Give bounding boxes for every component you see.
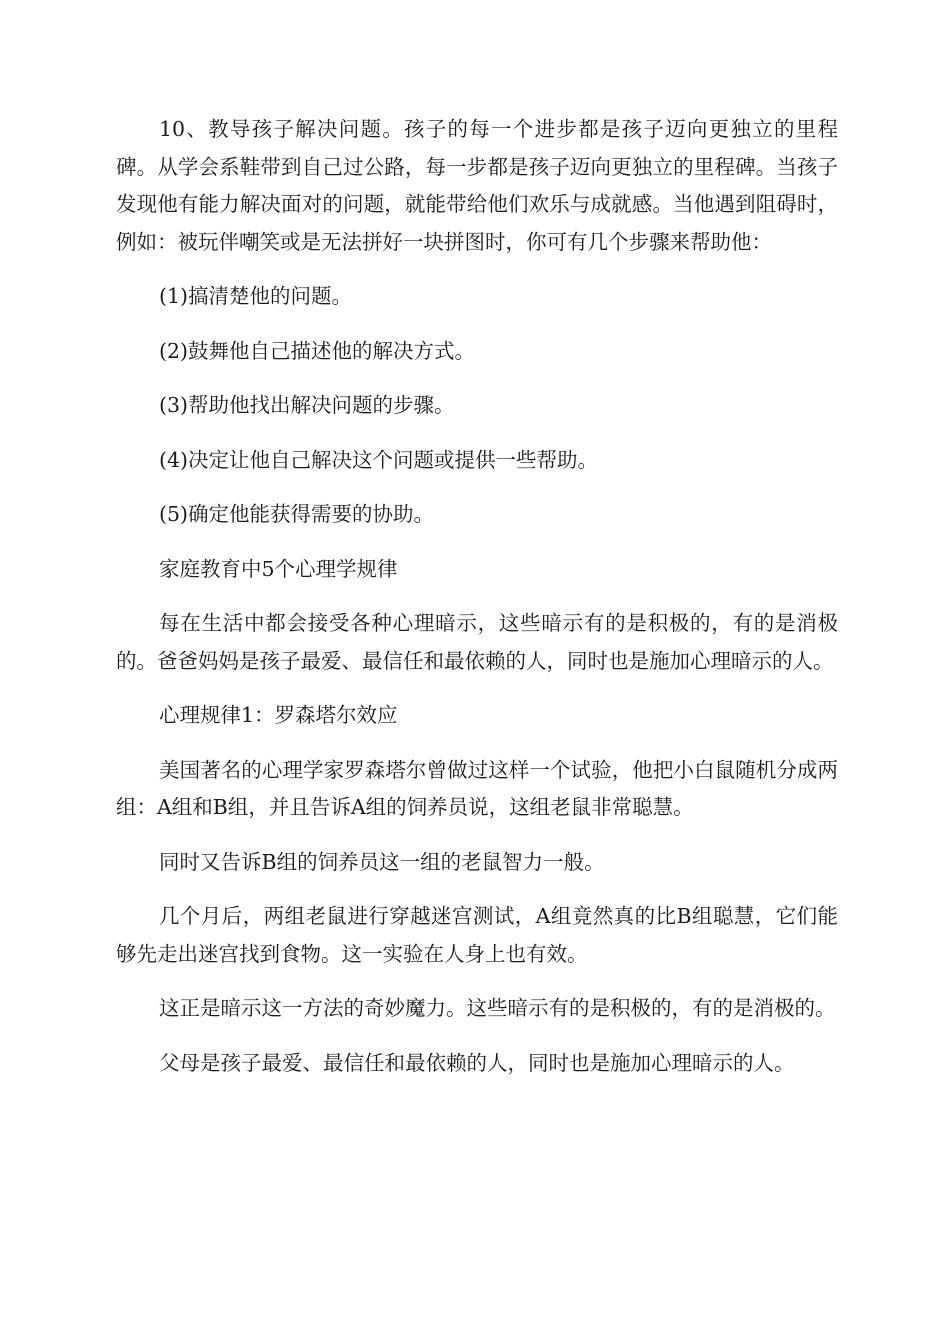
paragraph-parents: 父母是孩子最爱、最信任和最依赖的人，同时也是施加心理暗示的人。 — [159, 1050, 795, 1075]
paragraph-result: 几个月后，两组老鼠进行穿越迷宫测试，A组竟然真的比B组聪慧，它们能够先走出迷宫找到食物。这一实验在人身上也有效。 — [116, 904, 838, 966]
list-item-step-4: (4)决定让他自己解决这个问题或提供一些帮助。 — [159, 447, 599, 472]
list-item-step-5: (5)确定他能获得需要的协助。 — [159, 502, 435, 526]
list-item-step-1: (1)搞清楚他的问题。 — [159, 284, 353, 308]
paragraph-experiment: 美国著名的心理学家罗森塔尔曾做过这样一个试验，他把小白鼠随机分成两组：A组和B组，并且告诉A组的饲养员说，这组老鼠非常聪慧。 — [116, 757, 838, 819]
paragraph-magic: 这正是暗示这一方法的奇妙魔力。这些暗示有的是积极的，有的是消极的。 — [159, 996, 836, 1020]
list-item-step-2: (2)鼓舞他自己描述他的解决方式。 — [159, 338, 476, 363]
list-item-step-3: (3)帮助他找出解决问题的步骤。 — [159, 393, 455, 417]
paragraph-group-b: 同时又告诉B组的饲养员这一组的老鼠智力一般。 — [159, 849, 605, 874]
document-page — [116, 111, 838, 1099]
subsection-heading: 心理规律1：罗森塔尔效应 — [159, 703, 398, 727]
paragraph-intro: 每在生活中都会接受各种心理暗示，这些暗示有的是积极的，有的是消极的。爸爸妈妈是孩子最爱、最信任和最依赖的人，同时也是施加心理暗示的人。 — [116, 611, 838, 673]
section-heading: 家庭教育中5个心理学规律 — [159, 556, 398, 581]
paragraph-problem-solving: 10、教导孩子解决问题。孩子的每一个进步都是孩子迈向更独立的里程碑。从学会系鞋带到自己过公路，每一步都是孩子迈向更独立的里程碑。当孩子发现他有能力解决面对的问题，就能带给他们欢乐与成就感。当他遇到阻碍时，例如：被玩伴嘲笑或是无法拼好一块拼图时，你可有几个步骤来帮助他： — [116, 117, 838, 254]
